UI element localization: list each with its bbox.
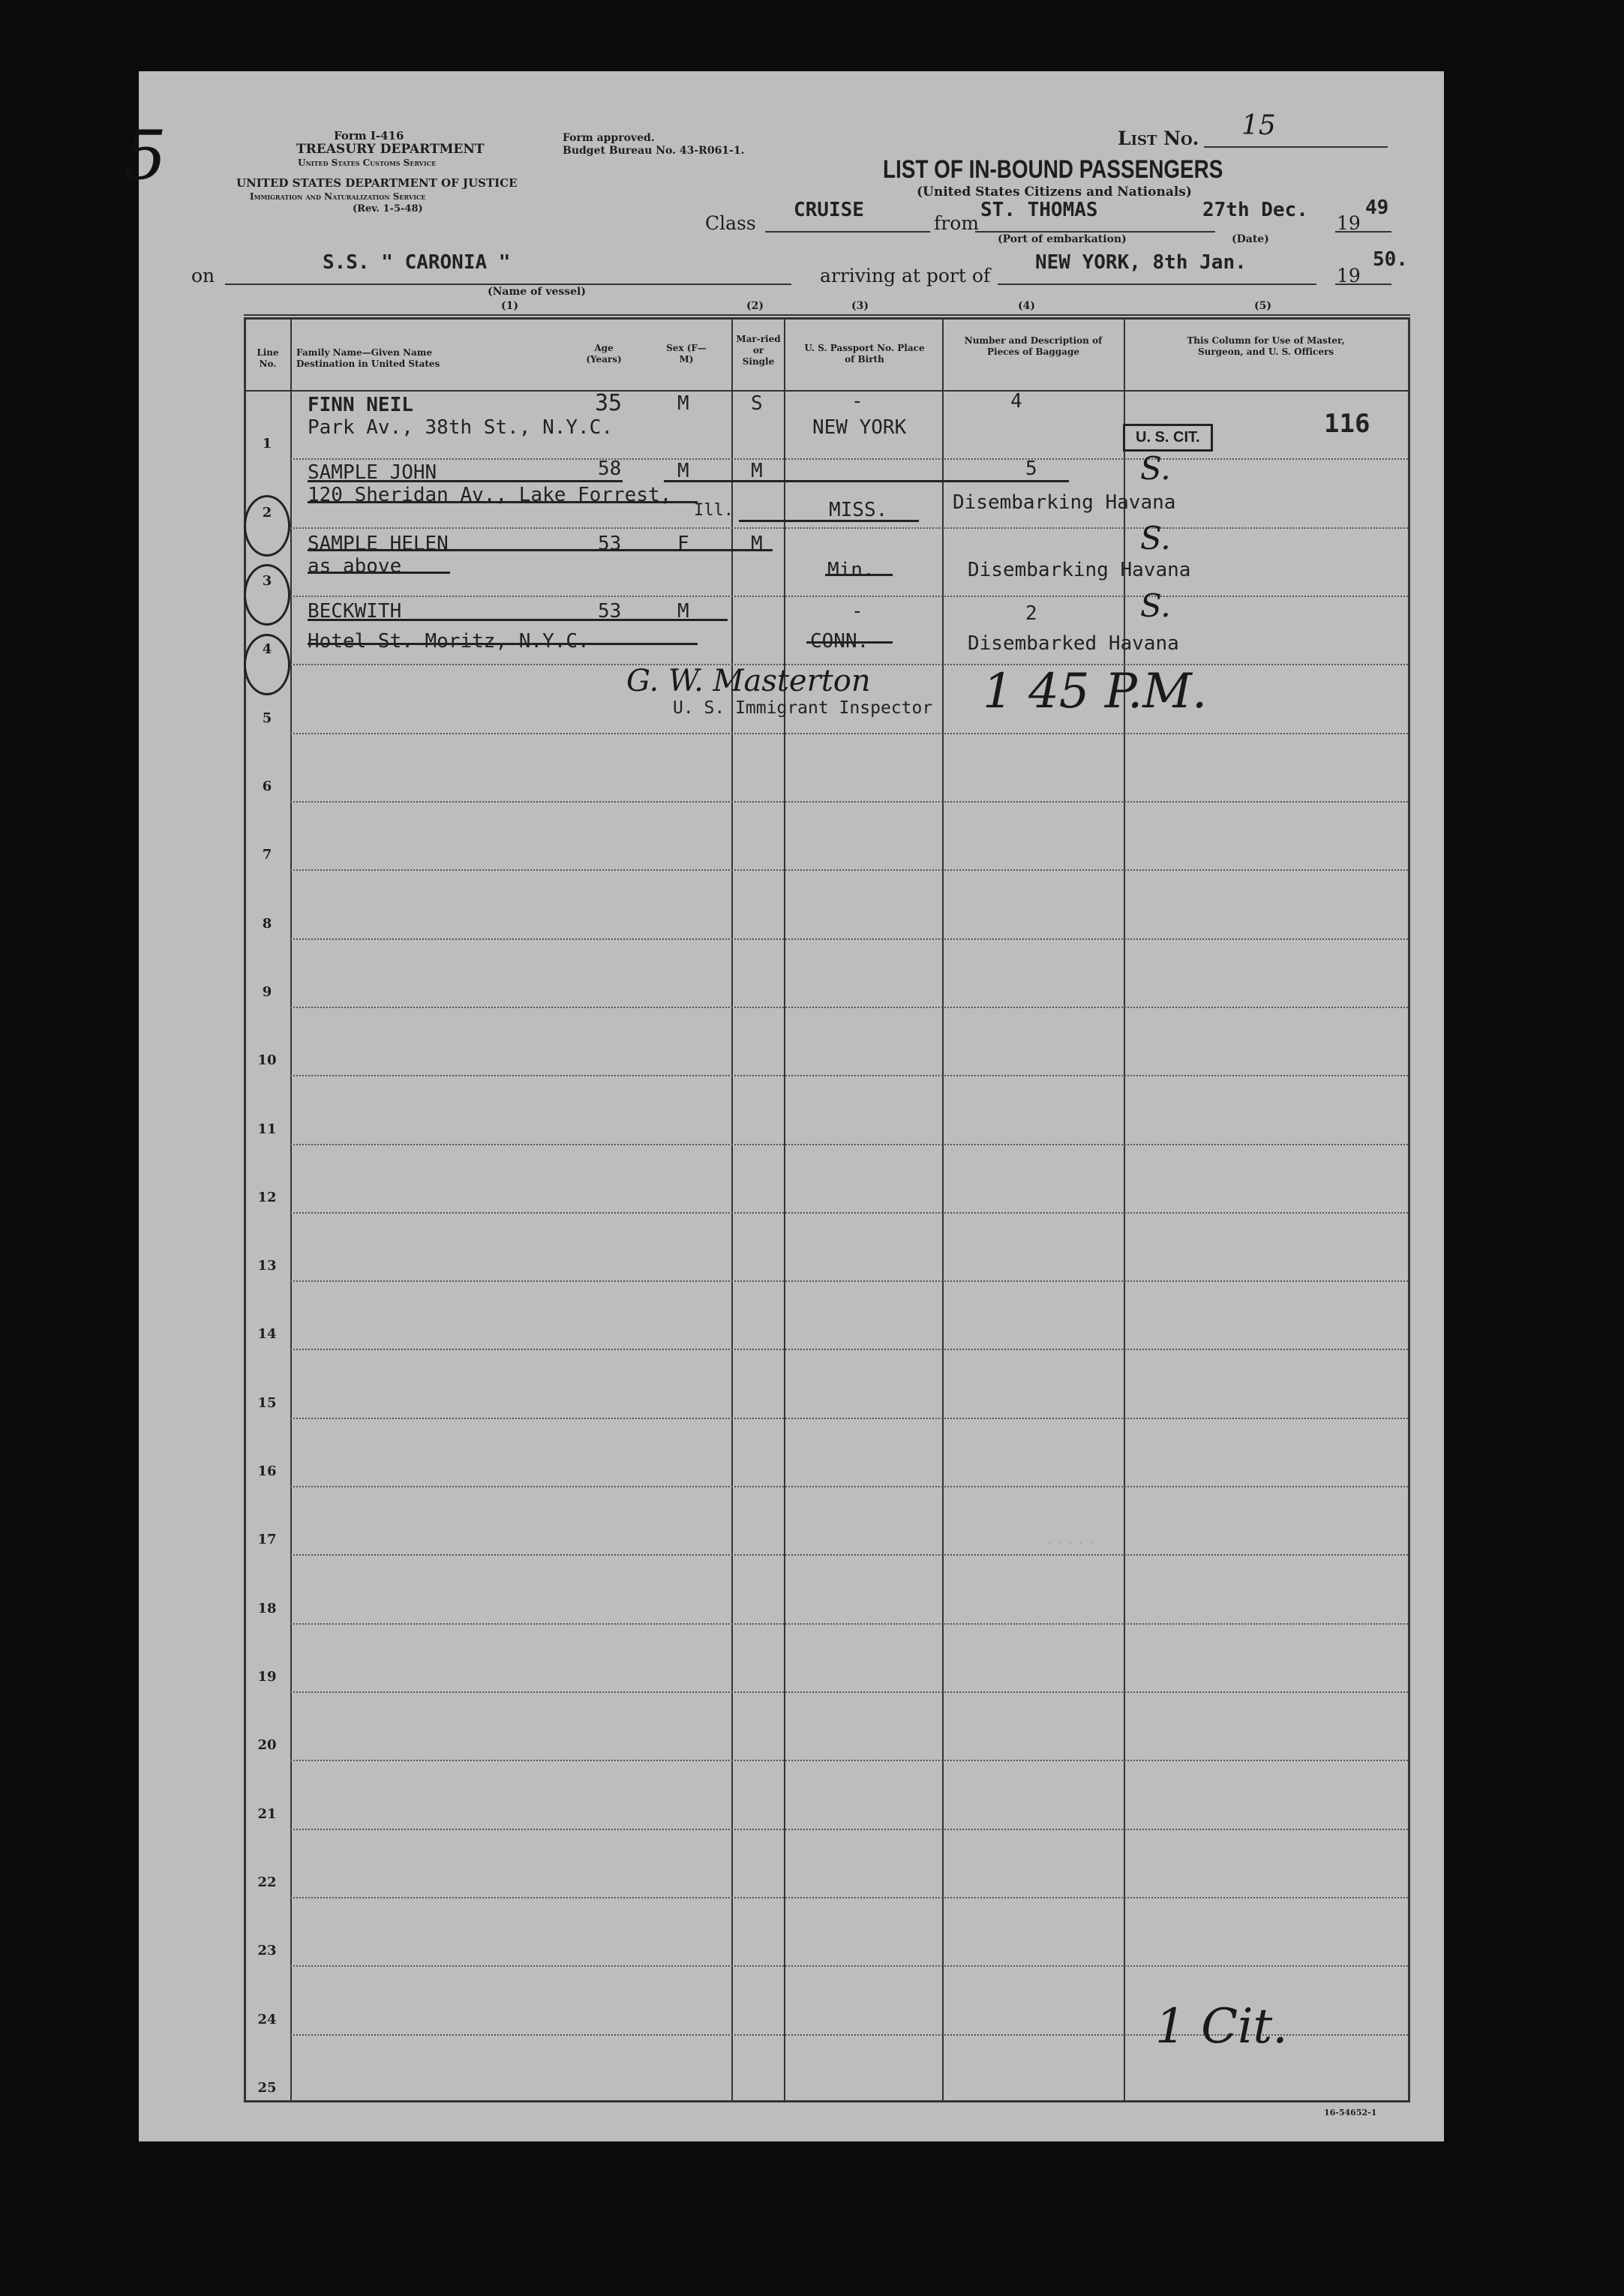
line-number: 15 [257,1394,277,1411]
entry-4-sex: M [677,600,689,623]
entry-1-sex: M [677,392,689,415]
arriving-label: arriving at port of [820,265,991,287]
entry-2-ms: M [751,460,763,482]
entry-1-passport: - [851,390,863,413]
line-number: 9 [262,983,272,1000]
date-value: 27th Dec. [1202,199,1308,221]
entry-1-dest: Park Av., 38th St., N.Y.C. [308,416,613,439]
circle-mark-2 [244,495,290,557]
us-cit-stamp: U. S. CIT. [1123,424,1213,452]
inspector-title: U. S. Immigrant Inspector [673,698,933,718]
col-num-baggage: (4) [1018,300,1035,312]
row-divider [290,596,1408,597]
from-value: ST. THOMAS [980,199,1098,221]
col-num-passport: (3) [851,300,869,312]
entry-4-note: Disembarked Havana [968,632,1179,655]
arrival-year-value: 50. [1373,248,1408,271]
line-number: 11 [257,1121,277,1137]
row-divider [290,1007,1408,1008]
col-header-line-no: Line No. [257,347,279,369]
entry-1-ms: S [751,392,763,415]
line-number: 19 [257,1669,277,1685]
entry-4-name: BECKWITH [308,600,402,623]
row-divider [290,1075,1408,1076]
entry-1-age: 35 [595,390,623,416]
manifest-page: 5 Form I-416 TREASURY DEPARTMENT United States Customs Service UNITED STATES DEPARTMENT OF JUSTICE Immigration and Naturalization Service (Rev. 1-5-48) Form approved. Budget Bureau No. 43-R061-1. List No. 15 LIST OF IN-BOUND PASSENGERS (United States Citizens and Nationals) Class CRUISE from ST. THOMAS (Port of embarkation) 27th Dec. (Date) 19 49 on S.S. " CARONIA " (Name of vessel) (1) arriving at port of NEW YORK, 8th Jan. 19 50. (2) (3) (4) (5) Line No. Family Name—Given Name Destination in United States Age (Years) Sex (F—M) Mar-ried or Single U. S. Passport No. Place of Birth Number and Description of Pieces of Baggage This Column for Use of Master, Surgeon, and U. S. Officers 1 2 3 4 5 6 7 8 9 10 11 12 13 14 15 16 17 18 19 20 21 22 23 24 25 FINN NEIL Park Av., 38th St., N.Y.C. 35 M S - NEW YORK 4 U. S. CIT. 116 SAMPLE JOHN 120 Sheridan Av., Lake Forrest, Ill. 58 M M MISS. 5 Disembarking Havana S. SAMPLE HELEN as above 53 F M Min. Disembarking Havana S. BECKWITH Hotel St. Moritz, N.Y.C. 53 M - CONN. 2 Disembarked Havana S. G. W. Masterton U. S. Immigrant Inspector 1 45 P.M. . . . . . 1 Cit. 16-54652-1 [139,71,1444,2141]
entry-1-baggage: 4 [1010,390,1022,413]
col-header-age: Age (Years) [586,343,622,365]
entry-3-ms: M [751,533,763,555]
row-divider [290,527,1408,529]
entry-3-age: 53 [598,533,622,555]
line-number: 25 [257,2080,277,2096]
entry-4-baggage: 2 [1025,602,1037,625]
entry-4-passport: - [851,600,863,623]
line-number: 1 [262,436,272,452]
form-approved: Form approved. [563,132,655,144]
tally-note: 1 Cit. [1155,1999,1288,2054]
list-no-label: List No. [1118,128,1199,149]
entry-2-age: 58 [598,458,622,480]
year-prefix: 19 [1337,212,1361,234]
row-divider [290,869,1408,871]
entry-1-name: FINN NEIL [308,394,413,416]
entry-1-birth: NEW YORK [812,416,907,439]
col-header-sex: Sex (F—M) [666,343,707,365]
entry-4-birth: CONN. [810,630,869,653]
line-number: 21 [257,1805,277,1822]
manifest-table [244,317,1410,2102]
page-title: LIST OF IN-BOUND PASSENGERS [883,155,1223,184]
entry-3-note: Disembarking Havana [968,559,1191,581]
class-label: Class [705,212,756,234]
line-number: 6 [262,778,272,794]
revision: (Rev. 1-5-48) [353,203,423,215]
row-divider [290,1965,1408,1967]
inspector-time: 1 45 P.M. [983,664,1208,719]
line-number: 16 [257,1463,277,1480]
row-divider [290,1691,1408,1693]
line-number: 4 [262,641,272,658]
col-num-married: (2) [746,300,764,312]
line-number: 5 [262,710,272,726]
row-divider [290,1212,1408,1214]
line-number: 7 [262,847,272,863]
entry-4-mark: S. [1140,587,1171,624]
entry-1-mark: 116 [1324,409,1370,439]
col-num-officers: (5) [1254,300,1271,312]
line-number: 3 [262,572,272,589]
class-value: CRUISE [794,199,864,221]
col-header-married: Mar-ried or Single [736,334,781,367]
list-no-value: 15 [1241,110,1276,141]
vessel-value: S.S. " CARONIA " [323,251,511,274]
row-divider [290,1280,1408,1282]
budget-bureau: Budget Bureau No. 43-R061-1. [563,145,745,157]
line-number: 18 [257,1600,277,1616]
circle-mark-3 [244,564,290,626]
entry-3-dest: as above [308,555,402,578]
line-number: 20 [257,1737,277,1754]
row-divider [290,1554,1408,1556]
from-label: from [934,212,979,234]
arrival-value: NEW YORK, 8th Jan. [1035,251,1247,274]
entry-2-mark: S. [1140,450,1171,487]
line-number: 13 [257,1258,277,1274]
line-number: 2 [262,504,272,521]
print-code: 16-54652-1 [1324,2108,1377,2117]
row-divider [290,733,1408,734]
entry-3-mark: S. [1140,520,1171,557]
col-header-officers: This Column for Use of Master, Surgeon, and U. S. Officers [1187,335,1345,357]
entry-3-sex: F [677,533,689,555]
row-divider [290,938,1408,940]
entry-3-name: SAMPLE HELEN [308,533,449,555]
vessel-col-num: (1) [501,300,518,312]
ins-name: Immigration and Naturalization Service [250,191,426,202]
row-divider [290,1144,1408,1145]
entry-2-sex: M [677,460,689,482]
entry-3-birth: Min. [827,559,875,581]
row-divider [290,1418,1408,1419]
entry-2-dest: 120 Sheridan Av., Lake Forrest, [308,484,672,506]
col-header-passport: U. S. Passport No. Place of Birth [804,343,925,365]
page-subtitle: (United States Citizens and Nationals) [917,185,1192,200]
line-number: 12 [257,1189,277,1205]
row-divider [290,458,1408,460]
vessel-caption: (Name of vessel) [488,286,586,298]
row-divider [290,1829,1408,1830]
line-number: 17 [257,1532,277,1548]
line-number: 8 [262,915,272,932]
entry-4-dest: Hotel St. Moritz, N.Y.C. [308,630,590,653]
row-divider [290,1349,1408,1350]
circle-mark-4 [244,634,290,695]
entry-2-name: SAMPLE JOHN [308,461,437,484]
form-number: Form I-416 [334,129,404,143]
treasury-dept: TREASURY DEPARTMENT [296,142,485,157]
line-number: 22 [257,1874,277,1891]
customs-service: United States Customs Service [298,158,437,168]
col-header-baggage: Number and Description of Pieces of Baggage [964,335,1103,357]
line-number: 24 [257,2011,277,2027]
year-value: 49 [1365,197,1389,219]
line-number: 23 [257,1943,277,1959]
date-caption: (Date) [1232,233,1269,245]
on-label: on [191,265,215,287]
row-divider [290,801,1408,803]
arrival-year-prefix: 19 [1337,265,1361,287]
row-divider [290,1760,1408,1761]
row-divider [290,1486,1408,1487]
col-header-name: Family Name—Given Name Destination in United States [296,347,440,369]
row-divider [290,1897,1408,1898]
line-number: 14 [257,1326,277,1343]
entry-2-note: Disembarking Havana [953,491,1176,514]
line-number: 10 [257,1052,277,1069]
entry-4-age: 53 [598,600,622,623]
corner-mark: 5 [124,116,167,195]
entry-2-dest2: Ill. [694,501,734,520]
justice-dept: UNITED STATES DEPARTMENT OF JUSTICE [236,176,518,190]
inspector-signature: G. W. Masterton [626,664,871,698]
row-divider [290,1623,1408,1625]
embark-caption: (Port of embarkation) [998,233,1127,245]
entry-2-baggage: 5 [1025,458,1037,480]
entry-2-birth: MISS. [829,499,888,521]
